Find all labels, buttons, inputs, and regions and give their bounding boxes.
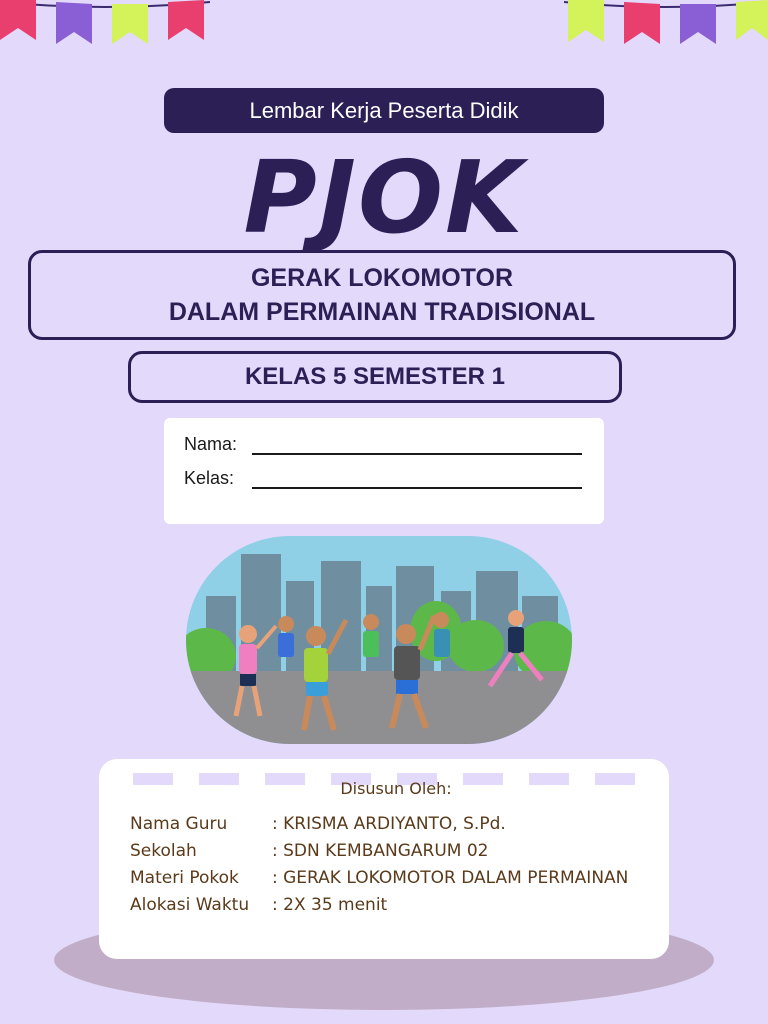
- author-card-title: Disusun Oleh:: [340, 779, 452, 798]
- info-key: Alokasi Waktu: [130, 895, 250, 915]
- info-key: Nama Guru: [130, 814, 228, 834]
- topic-box: [28, 250, 736, 340]
- info-row-teacher: [130, 811, 672, 838]
- info-row-duration: [130, 892, 672, 919]
- topic-line-2: DALAM PERMAINAN TRADISIONAL: [168, 298, 596, 326]
- info-row-school: [130, 838, 672, 865]
- topic-line-1: GERAK LOKOMOTOR: [250, 264, 514, 292]
- name-row: [184, 434, 582, 455]
- class-semester-box: KELAS 5 SEMESTER 1: [128, 351, 622, 403]
- class-field[interactable]: [252, 469, 582, 489]
- info-value: : 2X 35 menit: [272, 895, 388, 915]
- info-row-subject: [130, 865, 672, 892]
- bunting-flags-left-icon: [0, 0, 210, 50]
- name-label: Nama:: [184, 434, 238, 454]
- exercising-people-illustration-icon: [186, 536, 572, 744]
- student-identity-card: [164, 418, 604, 524]
- class-label: Kelas:: [184, 468, 235, 488]
- info-value: : GERAK LOKOMOTOR DALAM PERMAINAN: [272, 868, 629, 888]
- author-info-list: [130, 811, 672, 919]
- info-key: Sekolah: [130, 841, 197, 861]
- info-key: Materi Pokok: [130, 868, 239, 888]
- bunting-flags-right-icon: [564, 0, 768, 50]
- worksheet-header: Lembar Kerja Peserta Didik: [164, 88, 604, 133]
- info-value: : SDN KEMBANGARUM 02: [272, 841, 489, 861]
- name-field[interactable]: [252, 435, 582, 455]
- page-title: PJOK: [243, 139, 525, 256]
- info-value: : KRISMA ARDIYANTO, S.Pd.: [272, 814, 506, 834]
- author-info-card: [99, 759, 669, 959]
- class-row: [184, 468, 582, 489]
